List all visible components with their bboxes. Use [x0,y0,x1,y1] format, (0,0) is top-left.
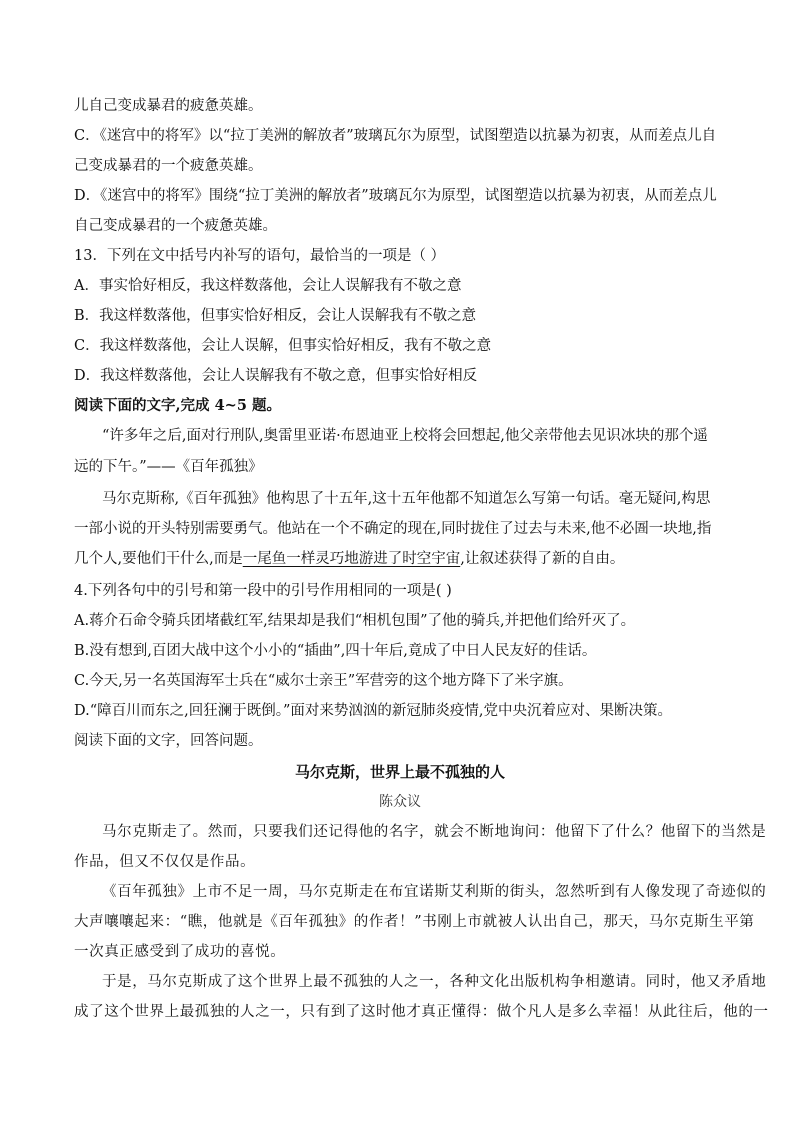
q13-option-a: A．事实恰好相反，我这样数落他，会让人误解我有不敬之意 [74,278,462,294]
q13-option-d: D．我这样数落他，会让人误解我有不敬之意，但事实恰好相反 [74,368,478,384]
article-p2-line2: 大声嚷嚷起来：“瞧，他就是《百年孤独》的作者！”书刚上市就被人认出自己，那天，马尔克斯生平第 [74,914,755,930]
article-p3-line1: 于是，马尔克斯成了这个世界上最不孤独的人之一，各种文化出版机构争相邀请。同时，他又矛盾地 [102,974,767,990]
reading1-heading: 阅读下面的文字,完成 4~5 题。 [74,397,281,414]
q12-option-d-line2: 自己变成暴君的一个疲惫英雄。 [74,218,277,234]
article-p2-line3: 一次真正感受到了成功的喜悦。 [74,944,286,960]
q12-option-c-line1: C．《迷宫中的将军》以“拉丁美洲的解放者”玻璃瓦尔为原型，试图塑造以抗暴为初衷，从而差点儿自 [74,128,717,144]
reading1-para-line3-pre: 几个人,要他们干什么,而是 [74,551,243,567]
reading1-quote-line2: 远的下午。”——《百年孤独》 [74,459,263,475]
article-author: 陈众议 [379,794,421,810]
q4-option-b: B.没有想到,百团大战中这个小小的“插曲”,四十年后,竟成了中日人民友好的佳话。 [74,643,597,659]
reading1-quote-line1: “许多年之后,面对行刑队,奥雷里亚诺·布恩迪亚上校将会回想起,他父亲带他去见识冰块的那个遥 [102,428,708,444]
q13-option-b: B．我这样数落他，但事实恰好相反，会让人误解我有不敬之意 [74,308,477,324]
reading1-para-line1: 马尔克斯称,《百年孤独》他构思了十五年,这十五年他都不知道怎么写第一句话。毫无疑问,构思 [102,491,711,507]
q12-option-b-tail: 儿自己变成暴君的疲惫英雄。 [74,98,263,114]
article-p2-line1: 《百年孤独》上市不足一周，马尔克斯走在布宜诺斯艾利斯的街头，忽然听到有人像发现了奇迹似的 [102,884,767,900]
q4-option-d: D.“障百川而东之,回狂澜于既倒。”面对来势汹汹的新冠肺炎疫情,党中央沉着应对、果断决策。 [74,703,673,719]
reading2-heading: 阅读下面的文字，回答问题。 [74,733,263,749]
q13-stem: 13．下列在文中括号内补写的语句，最恰当的一项是（ ） [74,248,446,264]
reading1-para-line3 [74,549,624,569]
article-title: 马尔克斯，世界上最不孤独的人 [294,763,505,781]
reading1-para-line3-post: ,让叙述获得了新的自由。 [460,551,625,567]
q13-option-c: C．我这样数落他，会让人误解，但事实恰好相反，我有不敬之意 [74,338,492,354]
article-p3-line2: 成了这个世界上最孤独的人之一，只有到了这时他才真正懂得：做个凡人是多么幸福！从此往后，他的一 [74,1004,769,1020]
article-p1-line1: 马尔克斯走了。然而，只要我们还记得他的名字，就会不断地询问：他留下了什么？他留下的当然是 [102,824,767,840]
article-p1-line2: 作品，但又不仅仅是作品。 [74,854,256,870]
reading1-para-line2: 一部小说的开头特别需要勇气。他站在一个不确定的现在,同时拢住了过去与未来,他不必圄一块地,指 [74,521,712,537]
q4-option-a: A.蒋介石命令骑兵团堵截红军,结果却是我们“相机包围”了他的骑兵,并把他们给歼灭了。 [74,613,636,629]
reading1-underlined-phrase: 一尾鱼一样灵巧地游进了时空宇宙 [242,551,461,567]
q4-option-c: C.今天,另一名英国海军士兵在“威尔士亲王”军营旁的这个地方降下了米字旗。 [74,673,573,689]
q12-option-d-line1: D．《迷宫中的将军》围绕“拉丁美洲的解放者”玻璃瓦尔为原型，试图塑造以抗暴为初衷，从而差点儿 [74,188,717,204]
q4-stem: 4.下列各句中的引号和第一段中的引号作用相同的一项是( ) [74,583,452,599]
q12-option-c-line2: 己变成暴君的一个疲惫英雄。 [74,158,263,174]
